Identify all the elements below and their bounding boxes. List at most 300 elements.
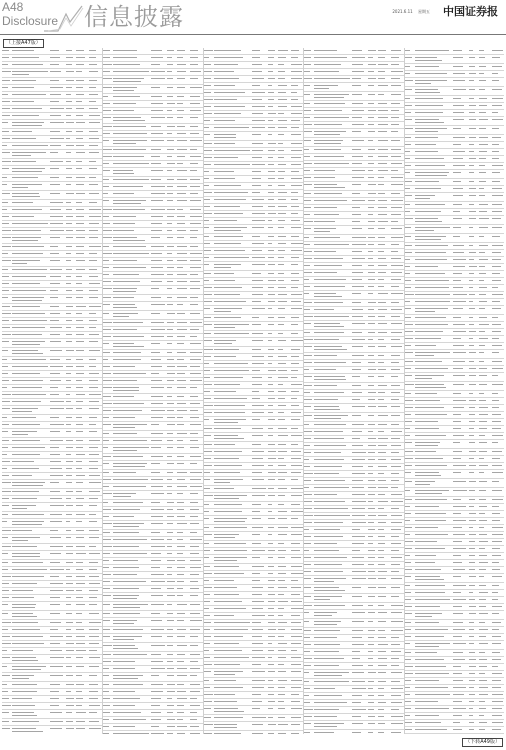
table-cell [50,447,59,448]
table-row [204,234,304,241]
table-cell [304,415,312,416]
table-cell [352,140,364,141]
table-cell [291,157,301,158]
table-row [405,135,504,142]
table-cell [304,117,309,118]
table-cell [12,313,45,314]
table-cell [378,355,384,356]
table-cell [177,636,185,637]
table-cell [352,665,363,666]
table-cell [304,508,312,509]
table-cell [89,138,99,139]
table-cell [76,521,82,522]
table-cell [214,192,248,193]
table-cell [453,172,461,173]
table-cell [278,134,285,135]
table-cell [415,506,439,507]
table-cell [378,665,387,666]
table-cell [479,227,488,228]
table-cell [190,532,197,533]
table-cell [453,520,467,521]
table-row [103,191,203,198]
table-cell [12,616,37,617]
table-cell [177,156,185,157]
table-cell [405,451,414,452]
table-cell [50,64,59,65]
table-cell [204,120,210,121]
table-cell [113,281,139,282]
table-cell [50,553,61,554]
table-cell [492,555,502,556]
table-cell [415,331,444,332]
table-cell [76,461,82,462]
table-row [304,443,404,450]
table-row [204,225,304,234]
table-cell [391,293,403,294]
table-cell [66,366,73,367]
table-row [2,602,102,611]
table-cell [151,691,163,692]
table-cell [469,527,474,528]
table-cell [214,488,234,489]
table-cell [453,569,466,570]
table-cell [113,526,139,527]
table-cell [2,475,9,476]
table-cell [469,622,475,623]
table-cell [2,468,7,469]
table-cell [204,527,210,528]
table-cell [89,260,97,261]
table-cell [453,534,466,535]
table-cell [103,64,112,65]
table-cell [190,216,201,217]
table-cell [103,645,112,646]
table-cell [352,473,365,474]
table-cell [66,87,72,88]
table-cell [314,124,342,125]
table-cell [190,613,200,614]
table-cell [76,216,84,217]
table-cell [2,705,11,706]
table-cell [304,445,310,446]
table-cell [278,601,288,602]
table-cell [214,206,241,207]
table-cell [415,687,449,688]
table-row [405,650,504,657]
table-cell [415,616,433,617]
table-row [304,541,404,548]
table-cell [278,57,286,58]
table-cell [378,536,385,537]
table-cell [76,408,82,409]
table-cell [405,57,413,58]
table-cell [204,724,213,725]
table-cell [66,613,72,614]
table-cell [278,733,287,734]
table-cell [378,64,388,65]
table-cell [453,308,464,309]
table-cell [415,493,442,494]
table-cell [453,211,461,212]
table-row [103,652,203,659]
table-cell [391,339,400,340]
table-cell [151,733,164,734]
table-cell [291,643,301,644]
table-cell [391,637,399,638]
table-cell [66,468,72,469]
table-cell [190,417,198,418]
table-row [2,99,102,106]
table-cell [177,581,184,582]
table-row [2,113,102,120]
table-row [304,527,404,534]
table-cell [113,179,149,180]
table-cell [89,728,101,729]
table-cell [214,608,247,609]
table-cell [368,163,374,164]
table-cell [89,498,98,499]
table-cell [113,396,133,397]
table-cell [151,200,163,201]
table-cell [190,343,201,344]
table-cell [291,650,298,651]
table-cell [492,80,499,81]
table-cell [151,87,160,88]
table-cell [453,622,464,623]
table-cell [113,359,141,360]
table-cell [89,583,100,584]
table-cell [103,117,111,118]
table-cell [113,712,141,713]
table-cell [378,156,387,157]
table-cell [50,521,62,522]
table-cell [66,576,72,577]
table-cell [415,181,440,182]
table-cell [204,356,211,357]
table-cell [453,599,467,600]
table-cell [378,302,386,303]
table-cell [12,71,48,72]
table-cell [469,499,476,500]
table-cell [304,57,311,58]
table-row [304,62,404,69]
table-cell [378,487,388,488]
table-cell [103,57,110,58]
table-row [2,726,102,734]
table-cell [76,122,85,123]
table-row [2,512,102,519]
table-cell [190,274,198,275]
table-cell [314,71,338,72]
table-cell [405,435,411,436]
table-row [2,567,102,574]
table-cell [352,557,364,558]
table-cell [278,192,288,193]
table-cell [50,705,59,706]
table-cell [89,401,99,402]
table-cell [391,316,400,317]
table-cell [50,138,64,139]
table-cell [103,96,108,97]
table-cell [89,643,99,644]
table-cell [278,199,287,200]
table-cell [151,447,161,448]
table-cell [453,128,462,129]
table-cell [89,115,100,116]
table-cell [89,237,98,238]
table-cell [352,658,360,659]
table-cell [278,391,286,392]
table-cell [291,134,301,135]
table-row [2,166,102,175]
table-cell [89,193,99,194]
table-cell [252,99,262,100]
table-cell [76,447,83,448]
table-cell [314,615,332,616]
table-cell [304,140,311,141]
table-cell [415,393,438,394]
table-cell [479,701,486,702]
table-cell [415,105,444,106]
table-cell [415,158,445,159]
table-cell [304,522,312,523]
table-cell [66,380,71,381]
table-cell [391,557,402,558]
table-cell [12,152,46,153]
table-cell [352,716,361,717]
table-cell [89,454,99,455]
table-cell [352,587,361,588]
table-cell [378,452,385,453]
table-cell [76,276,82,277]
table-cell [352,124,364,125]
table-cell [378,339,384,340]
table-row [304,138,404,147]
table-row [204,241,304,248]
table-row [304,360,404,367]
table-cell [291,701,300,702]
table-cell [291,356,300,357]
table-cell [12,636,43,637]
table-cell [177,96,183,97]
table-row [204,248,304,255]
table-cell [291,557,301,558]
table-row [304,397,404,404]
table-cell [405,548,412,549]
table-cell [167,539,172,540]
table-row [304,129,404,138]
table-cell [314,599,330,600]
table-cell [291,444,298,445]
table-cell [50,576,59,577]
table-cell [352,630,363,631]
table-cell [50,230,64,231]
table-cell [89,636,99,637]
table-cell [167,403,174,404]
table-cell [453,407,465,408]
table-cell [378,550,384,551]
table-cell [204,717,211,718]
newspaper-masthead: 中国证券报 [443,5,498,18]
table-cell [469,144,474,145]
table-cell [405,562,411,563]
table-cell [278,687,286,688]
table-cell [469,513,476,514]
table-row [304,506,404,513]
table-cell [76,553,86,554]
table-cell [278,488,287,489]
table-cell [453,98,461,99]
table-cell [391,522,402,523]
table-cell [415,301,450,302]
table-cell [314,302,343,303]
table-cell [415,435,446,436]
table-cell [103,546,112,547]
table-cell [314,376,345,377]
table-cell [190,539,202,540]
table-cell [479,428,488,429]
table-cell [177,352,186,353]
table-row [103,477,203,484]
table-cell [2,498,9,499]
table-cell [204,657,210,658]
table-cell [177,209,183,210]
table-cell [89,283,100,284]
table-cell [368,50,376,51]
table-row [103,85,203,94]
table-cell [268,227,273,228]
table-cell [103,613,109,614]
continued-from-label: （上接A47版） [3,39,44,48]
table-cell [352,564,364,565]
table-cell [66,57,73,58]
table-row [2,519,102,528]
table-cell [278,444,286,445]
table-cell [304,258,312,259]
table-cell [177,447,184,448]
table-cell [291,85,298,86]
table-cell [492,458,500,459]
table-cell [76,64,84,65]
table-cell [314,418,341,419]
table-row [103,364,203,371]
table-cell [304,702,310,703]
table-cell [479,585,486,586]
table-row [405,322,504,329]
table-cell [268,171,275,172]
table-cell [190,588,199,589]
table-cell [453,400,467,401]
table-row [2,175,102,182]
table-cell [352,487,364,488]
table-cell [204,213,213,214]
table-cell [492,259,502,260]
table-cell [177,620,184,621]
table-cell [492,266,502,267]
table-cell [492,172,500,173]
table-cell [368,406,375,407]
table-cell [479,520,488,521]
table-cell [66,728,74,729]
table-cell [2,341,9,342]
table-cell [103,179,109,180]
table-cell [453,227,461,228]
table-cell [50,283,60,284]
table-cell [453,158,464,159]
table-cell [268,78,275,79]
table-cell [76,537,84,538]
table-cell [479,451,487,452]
table-cell [378,438,388,439]
table-cell [268,50,276,51]
table-cell [352,265,362,266]
table-cell [368,293,372,294]
table-cell [190,64,198,65]
table-cell [50,636,63,637]
table-cell [76,101,82,102]
table-cell [204,57,210,58]
table-cell [405,701,412,702]
table-cell [76,260,85,261]
table-cell [76,230,85,231]
table-cell [479,273,487,274]
table-cell [103,322,112,323]
table-cell [167,133,172,134]
table-cell [76,475,85,476]
table-cell [378,193,385,194]
table-row [204,347,304,354]
table-cell [453,287,463,288]
table-cell [291,192,298,193]
table-cell [492,585,499,586]
table-cell [453,361,465,362]
table-row [2,200,102,207]
issue-weekday: 星期五 [418,9,430,14]
table-cell [268,99,274,100]
table-cell [214,243,241,244]
table-cell [89,168,97,169]
table-cell [405,151,410,152]
table-cell [492,105,503,106]
table-cell [479,89,485,90]
table-cell [368,57,373,58]
table-cell [190,472,202,473]
table-cell [291,472,301,473]
table-cell [368,369,376,370]
table-cell [214,711,244,712]
table-cell [50,94,61,95]
table-cell [479,105,487,106]
table-cell [252,458,263,459]
table-cell [479,499,486,500]
table-cell [214,127,249,128]
table-cell [66,590,74,591]
table-cell [479,729,486,730]
table-cell [177,170,187,171]
table-cell [479,236,485,237]
table-cell [50,537,61,538]
table-row [204,148,304,155]
table-cell [453,368,463,369]
table-row [2,429,102,438]
table-row [204,555,304,564]
table-cell [89,440,100,441]
table-cell [151,126,161,127]
table-cell [89,306,101,307]
table-cell [252,384,262,385]
table-cell [415,122,445,123]
table-cell [278,465,286,466]
